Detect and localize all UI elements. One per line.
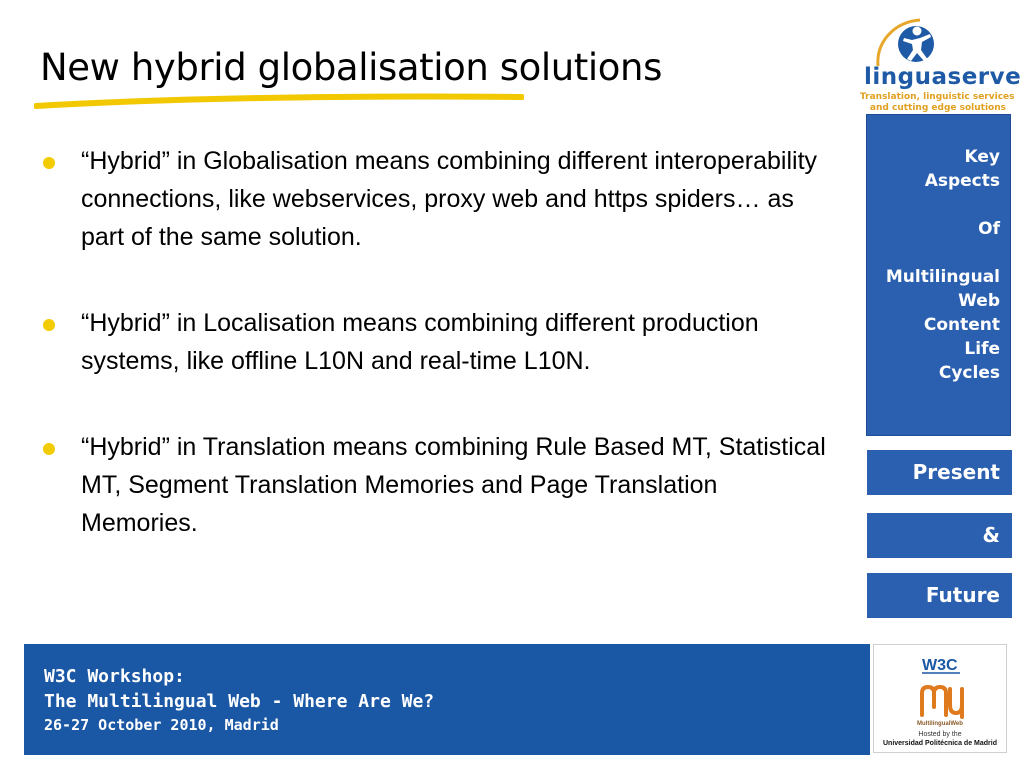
linguaserve-logo bbox=[860, 14, 1022, 113]
multilingualweb-logo-icon bbox=[918, 683, 964, 721]
logo-wordmark: linguaserve bbox=[864, 64, 1022, 90]
sponsor-box bbox=[873, 644, 1007, 753]
footer-workshop-title: W3C Workshop: bbox=[44, 666, 185, 687]
logo-tagline: and cutting edge solutions bbox=[869, 103, 1006, 113]
bullet-text: “Hybrid” in Globalisation means combining different interoperability connections, like webservices, proxy web and https spiders… as part of the same solution. bbox=[81, 147, 818, 251]
tab-and[interactable]: & bbox=[867, 513, 1012, 558]
tab-future[interactable]: Future bbox=[867, 573, 1012, 618]
w3c-logo bbox=[920, 653, 962, 675]
sidebar-line: Cycles bbox=[938, 363, 1000, 383]
bullet-text: “Hybrid” in Localisation means combining different production systems, like offline L10N and real-time L10N. bbox=[81, 309, 759, 375]
sidebar-line: Aspects bbox=[924, 171, 1000, 191]
tab-present[interactable]: Present bbox=[867, 450, 1012, 495]
title-underline bbox=[34, 90, 524, 112]
sidebar-line: Content bbox=[923, 315, 1000, 335]
sidebar-line: Key bbox=[964, 147, 1000, 167]
host-university-text: Universidad Politécnica de Madrid bbox=[883, 740, 997, 747]
bullet-item-globalisation bbox=[42, 142, 832, 256]
logo-figure-icon bbox=[860, 14, 1010, 70]
bullet-item-translation bbox=[42, 428, 832, 542]
sidebar-key-aspects bbox=[866, 114, 1011, 436]
bullet-dot-icon bbox=[43, 157, 55, 169]
logo-tagline: Translation, linguistic services bbox=[860, 92, 1015, 102]
w3c-logo-text: W3C bbox=[922, 657, 958, 674]
bullet-dot-icon bbox=[43, 443, 55, 455]
footer-banner bbox=[24, 644, 870, 755]
sidebar-line: Multilingual bbox=[885, 267, 1000, 287]
footer-workshop-date: 26-27 October 2010, Madrid bbox=[44, 716, 279, 734]
multilingualweb-label: MultilingualWeb bbox=[917, 721, 963, 727]
sidebar-line: Web bbox=[958, 291, 1000, 311]
bullet-dot-icon bbox=[43, 319, 55, 331]
sidebar-line: Life bbox=[964, 339, 1000, 359]
hosted-by-text: Hosted by the bbox=[918, 731, 962, 738]
bullet-list bbox=[42, 142, 832, 542]
footer-workshop-subtitle: The Multilingual Web - Where Are We? bbox=[44, 691, 435, 712]
bullet-text: “Hybrid” in Translation means combining Rule Based MT, Statistical MT, Segment Translation Memories and Page Translation Memories. bbox=[81, 433, 826, 537]
bullet-item-localisation bbox=[42, 304, 832, 380]
sidebar-line: Of bbox=[978, 219, 1000, 239]
slide-title: New hybrid globalisation solutions bbox=[40, 46, 662, 89]
